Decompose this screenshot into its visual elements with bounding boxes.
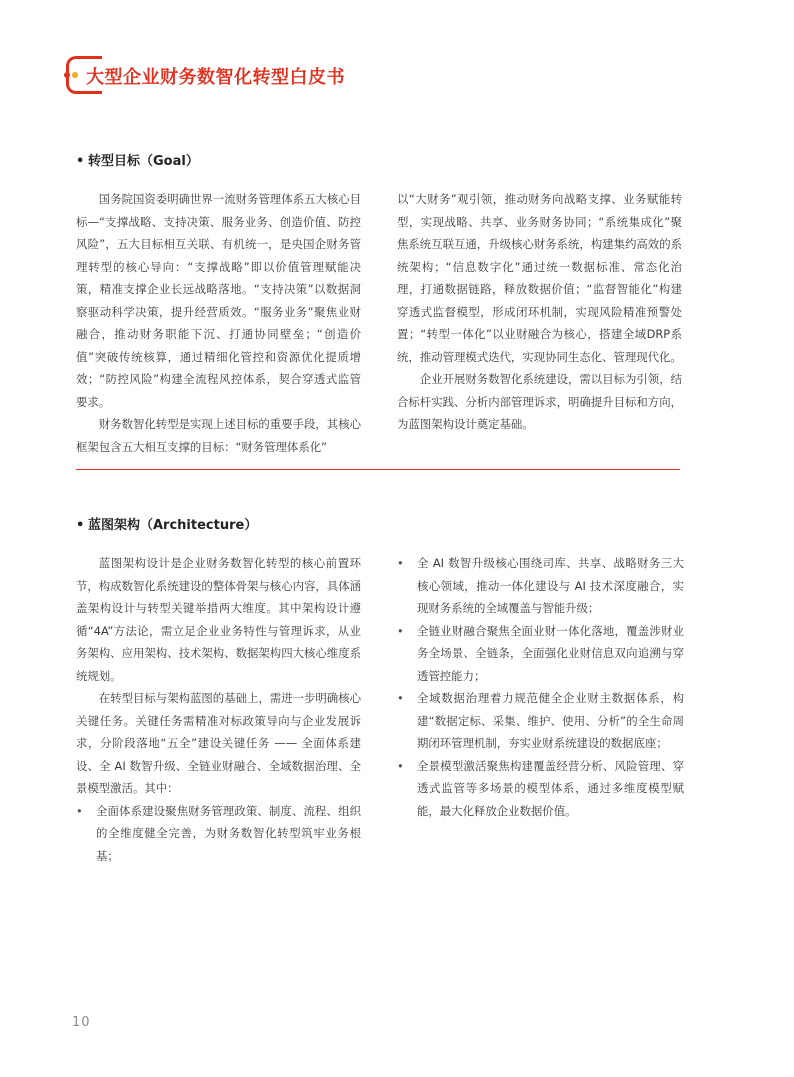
list-item: • 全链业财融合聚焦全面业财一体化落地，覆盖涉财业务全场景、全链条，全面强化业财信息双向追溯与穿透管控能力； xyxy=(397,620,684,688)
section-heading-text: 蓝图架构（Architecture） xyxy=(88,518,258,533)
paragraph: 财务数智化转型是实现上述目标的重要手段，其核心框架包含五大相互支撑的目标：“财务管理体系化” xyxy=(76,417,361,454)
paragraph: 蓝图架构设计是企业财务数智化转型的核心前置环节，构成数智化系统建设的整体骨架与核心内容，具体涵盖架构设计与转型关键举措两大维度。其中架构设计遵循“4A”方法论，需立足企业业务特性与管理诉求，从业务架构、应用架构、技术架构、数据架构四大核心维度系统规划。 xyxy=(76,556,361,683)
bullet-icon: • xyxy=(397,758,404,773)
goal-left-column xyxy=(76,188,361,458)
list-item: • 全域数据治理着力规范健全企业财主数据体系，构建“数据定标、采集、维护、使用、分析”的全生命周期闭环管理机制，夯实业财系统建设的数据底座； xyxy=(397,687,684,755)
bullet-icon: • xyxy=(76,518,85,533)
section-heading-goal xyxy=(76,150,199,169)
section-heading-architecture xyxy=(76,514,257,533)
list-item: • 全 AI 数智升级核心围绕司库、共享、战略财务三大核心领域，推动一体化建设与 AI 技术深度融合，实现财务系统的全域覆盖与智能升级； xyxy=(397,552,684,620)
logo-red-dot-icon xyxy=(64,72,70,78)
architecture-right-column xyxy=(397,552,684,822)
page-header xyxy=(64,56,464,96)
section-heading-text: 转型目标（Goal） xyxy=(88,154,199,169)
section-divider xyxy=(76,469,680,470)
bullet-icon: • xyxy=(76,803,83,818)
paragraph: 在转型目标与架构蓝图的基础上，需进一步明确核心关键任务。关键任务需精准对标政策导向与企业发展诉求，分阶段落地“五全”建设关键任务 —— 全面体系建设、全 AI 数智升级、全链业财融合、全域数据治理、全景模型激活。其中： xyxy=(76,691,361,795)
page-number: 10 xyxy=(72,1015,91,1030)
task-list-left xyxy=(76,800,361,868)
document-title: 大型企业财务数智化转型白皮书 xyxy=(86,67,345,88)
goal-right-column xyxy=(397,188,682,436)
bullet-icon: • xyxy=(397,623,404,638)
task-list-right xyxy=(397,552,684,822)
bullet-icon: • xyxy=(397,556,404,570)
architecture-left-column xyxy=(76,552,361,867)
list-item: • 全面体系建设聚焦财务管理政策、制度、流程、组织的全维度健全完善，为财务数智化转型筑牢业务根基； xyxy=(76,800,361,868)
paragraph: 以“大财务”观引领，推动财务向战略支撑、业务赋能转型，实现战略、共享、业务财务协同；“系统集成化”聚焦系统互联互通，升级核心财务系统，构建集约高效的系统架构；“信息数字化”通过统一数据标准、常态化治理，打通数据链路，释放数据价值；“监督智能化”构建穿透式监督模型，形成闭环机制，实现风险精准预警处置；“转型一体化”以业财融合为核心，搭建全域DRP系统，推动管理模式迭代，实现协同生态化、管理现代化。 xyxy=(397,192,682,364)
bullet-icon: • xyxy=(76,154,85,169)
paragraph: 国务院国资委明确世界一流财务管理体系五大核心目标—“支撑战略、支持决策、服务业务、创造价值、防控风险”，五大目标相互关联、有机统一，是央国企财务管理转型的核心导向：“支撑战略”即以价值管理赋能决策，精准支撑企业长远战略落地。“支持决策”以数据洞察驱动科学决策，提升经营质效。“服务业务”聚焦业财融合，推动财务职能下沉、打通协同壁垒；“创造价值”突破传统核算，通过精细化管控和资源优化提质增效；“防控风险”构建全流程风控体系，契合穿透式监管要求。 xyxy=(76,192,361,409)
list-item: • 全景模型激活聚焦构建覆盖经营分析、风险管理、穿透式监管等多场景的模型体系，通过多维度模型赋能，最大化释放企业数据价值。 xyxy=(397,755,684,823)
bullet-icon: • xyxy=(397,691,404,705)
logo-orange-dot-icon xyxy=(72,72,78,78)
paragraph: 企业开展财务数智化系统建设，需以目标为引领，结合标杆实践、分析内部管理诉求，明确提升目标和方向，为蓝图架构设计奠定基础。 xyxy=(397,372,682,431)
